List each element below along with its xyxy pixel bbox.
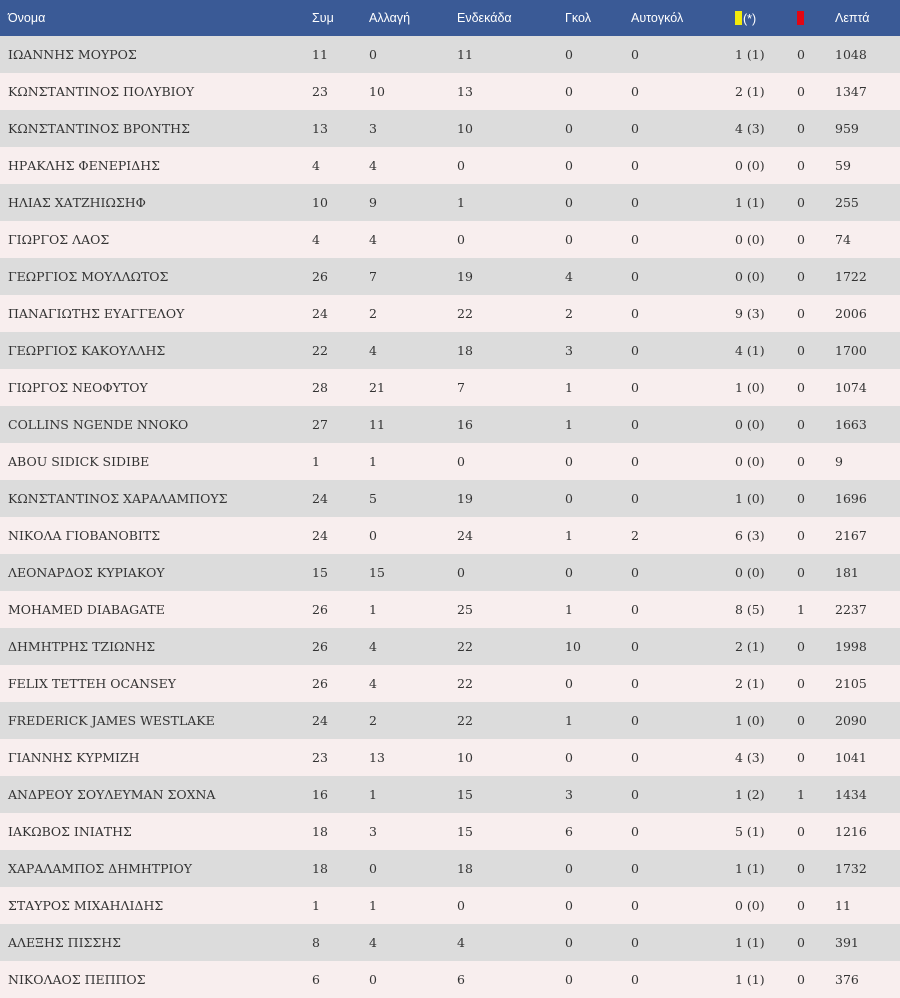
cell-appearances: 8 <box>312 924 369 961</box>
cell-own-goals: 0 <box>631 850 735 887</box>
cell-substitutions: 1 <box>369 776 457 813</box>
header-appearances[interactable]: Συμ <box>312 0 369 36</box>
cell-own-goals: 0 <box>631 258 735 295</box>
cell-name: FELIX TETTEH OCANSEY <box>0 665 312 702</box>
cell-starting: 0 <box>457 221 565 258</box>
cell-starting: 0 <box>457 554 565 591</box>
cell-minutes: 1434 <box>835 776 900 813</box>
cell-name: FREDERICK JAMES WESTLAKE <box>0 702 312 739</box>
cell-minutes: 391 <box>835 924 900 961</box>
cell-red-cards: 0 <box>797 961 835 998</box>
cell-starting: 11 <box>457 36 565 73</box>
cell-own-goals: 0 <box>631 480 735 517</box>
cell-appearances: 6 <box>312 961 369 998</box>
cell-own-goals: 0 <box>631 665 735 702</box>
cell-appearances: 15 <box>312 554 369 591</box>
cell-name: ΝΙΚΟΛΑ ΓΙΟΒΑΝΟΒΙΤΣ <box>0 517 312 554</box>
cell-yellow-cards: 1 (0) <box>735 702 797 739</box>
cell-own-goals: 0 <box>631 110 735 147</box>
cell-yellow-cards: 0 (0) <box>735 147 797 184</box>
cell-starting: 15 <box>457 776 565 813</box>
table-row <box>0 924 900 961</box>
cell-substitutions: 2 <box>369 295 457 332</box>
cell-goals: 0 <box>565 110 631 147</box>
table-row <box>0 517 900 554</box>
cell-starting: 6 <box>457 961 565 998</box>
cell-starting: 24 <box>457 517 565 554</box>
cell-substitutions: 2 <box>369 702 457 739</box>
cell-name: ΓΙΩΡΓΟΣ ΝΕΟΦΥΤΟΥ <box>0 369 312 406</box>
cell-red-cards: 0 <box>797 443 835 480</box>
cell-starting: 15 <box>457 813 565 850</box>
cell-goals: 0 <box>565 480 631 517</box>
cell-goals: 0 <box>565 443 631 480</box>
cell-minutes: 2237 <box>835 591 900 628</box>
cell-substitutions: 0 <box>369 850 457 887</box>
cell-minutes: 1696 <box>835 480 900 517</box>
cell-own-goals: 0 <box>631 628 735 665</box>
cell-substitutions: 4 <box>369 221 457 258</box>
cell-red-cards: 0 <box>797 628 835 665</box>
cell-appearances: 23 <box>312 739 369 776</box>
cell-appearances: 18 <box>312 813 369 850</box>
cell-minutes: 1732 <box>835 850 900 887</box>
cell-starting: 22 <box>457 665 565 702</box>
cell-goals: 1 <box>565 702 631 739</box>
cell-yellow-cards: 2 (1) <box>735 628 797 665</box>
cell-own-goals: 0 <box>631 443 735 480</box>
cell-goals: 4 <box>565 258 631 295</box>
yellow-card-icon <box>735 11 742 25</box>
cell-substitutions: 5 <box>369 480 457 517</box>
header-yellow-suffix: (*) <box>743 11 757 26</box>
cell-substitutions: 4 <box>369 924 457 961</box>
table-row <box>0 665 900 702</box>
cell-starting: 22 <box>457 295 565 332</box>
table-row <box>0 628 900 665</box>
cell-name: ΗΡΑΚΛΗΣ ΦΕΝΕΡΙΔΗΣ <box>0 147 312 184</box>
cell-starting: 16 <box>457 406 565 443</box>
header-goals[interactable]: Γκολ <box>565 0 631 36</box>
cell-own-goals: 0 <box>631 221 735 258</box>
cell-yellow-cards: 1 (1) <box>735 184 797 221</box>
cell-goals: 0 <box>565 147 631 184</box>
cell-name: MOHAMED DIABAGATE <box>0 591 312 628</box>
table-row <box>0 36 900 73</box>
cell-red-cards: 0 <box>797 221 835 258</box>
cell-name: ΓΙΩΡΓΟΣ ΛΑΟΣ <box>0 221 312 258</box>
cell-name: ΚΩΝΣΤΑΝΤΙΝΟΣ ΒΡΟΝΤΗΣ <box>0 110 312 147</box>
cell-starting: 1 <box>457 184 565 221</box>
cell-starting: 25 <box>457 591 565 628</box>
cell-substitutions: 4 <box>369 147 457 184</box>
header-substitutions[interactable]: Αλλαγή <box>369 0 457 36</box>
cell-substitutions: 1 <box>369 591 457 628</box>
cell-red-cards: 0 <box>797 554 835 591</box>
cell-starting: 13 <box>457 73 565 110</box>
cell-goals: 0 <box>565 554 631 591</box>
cell-red-cards: 0 <box>797 184 835 221</box>
cell-goals: 0 <box>565 665 631 702</box>
table-row <box>0 591 900 628</box>
cell-minutes: 59 <box>835 147 900 184</box>
cell-substitutions: 4 <box>369 628 457 665</box>
cell-yellow-cards: 2 (1) <box>735 73 797 110</box>
cell-own-goals: 2 <box>631 517 735 554</box>
cell-appearances: 26 <box>312 258 369 295</box>
cell-appearances: 26 <box>312 628 369 665</box>
cell-name: ΙΩΑΝΝΗΣ ΜΟΥΡΟΣ <box>0 36 312 73</box>
cell-goals: 1 <box>565 406 631 443</box>
cell-yellow-cards: 0 (0) <box>735 406 797 443</box>
cell-goals: 10 <box>565 628 631 665</box>
cell-appearances: 23 <box>312 73 369 110</box>
cell-own-goals: 0 <box>631 147 735 184</box>
cell-starting: 19 <box>457 258 565 295</box>
cell-goals: 0 <box>565 850 631 887</box>
cell-red-cards: 0 <box>797 36 835 73</box>
cell-red-cards: 0 <box>797 850 835 887</box>
cell-minutes: 1041 <box>835 739 900 776</box>
cell-red-cards: 1 <box>797 776 835 813</box>
cell-goals: 0 <box>565 887 631 924</box>
table-row <box>0 887 900 924</box>
cell-appearances: 18 <box>312 850 369 887</box>
cell-starting: 7 <box>457 369 565 406</box>
cell-goals: 0 <box>565 73 631 110</box>
cell-name: ΓΕΩΡΓΙΟΣ ΚΑΚΟΥΛΛΗΣ <box>0 332 312 369</box>
table-row <box>0 73 900 110</box>
cell-substitutions: 0 <box>369 517 457 554</box>
cell-substitutions: 0 <box>369 36 457 73</box>
table-row <box>0 739 900 776</box>
cell-own-goals: 0 <box>631 36 735 73</box>
cell-starting: 0 <box>457 443 565 480</box>
cell-minutes: 959 <box>835 110 900 147</box>
cell-goals: 3 <box>565 332 631 369</box>
cell-appearances: 22 <box>312 332 369 369</box>
table-row <box>0 961 900 998</box>
cell-minutes: 1347 <box>835 73 900 110</box>
cell-own-goals: 0 <box>631 73 735 110</box>
table-row <box>0 184 900 221</box>
cell-appearances: 28 <box>312 369 369 406</box>
cell-appearances: 11 <box>312 36 369 73</box>
cell-starting: 0 <box>457 147 565 184</box>
cell-own-goals: 0 <box>631 406 735 443</box>
cell-minutes: 11 <box>835 887 900 924</box>
cell-goals: 2 <box>565 295 631 332</box>
cell-name: ΚΩΝΣΤΑΝΤΙΝΟΣ ΠΟΛΥΒΙΟΥ <box>0 73 312 110</box>
table-row <box>0 258 900 295</box>
cell-goals: 0 <box>565 184 631 221</box>
cell-yellow-cards: 2 (1) <box>735 665 797 702</box>
red-card-icon <box>797 11 804 25</box>
cell-name: ΚΩΝΣΤΑΝΤΙΝΟΣ ΧΑΡΑΛΑΜΠΟΥΣ <box>0 480 312 517</box>
cell-red-cards: 0 <box>797 73 835 110</box>
cell-appearances: 13 <box>312 110 369 147</box>
table-row <box>0 332 900 369</box>
cell-red-cards: 0 <box>797 406 835 443</box>
cell-own-goals: 0 <box>631 591 735 628</box>
cell-substitutions: 4 <box>369 332 457 369</box>
cell-appearances: 1 <box>312 443 369 480</box>
cell-red-cards: 0 <box>797 480 835 517</box>
header-row <box>0 0 900 36</box>
cell-own-goals: 0 <box>631 295 735 332</box>
cell-own-goals: 0 <box>631 776 735 813</box>
cell-name: ΝΙΚΟΛΑΟΣ ΠΕΠΠΟΣ <box>0 961 312 998</box>
table-row <box>0 850 900 887</box>
cell-red-cards: 1 <box>797 591 835 628</box>
cell-yellow-cards: 1 (1) <box>735 924 797 961</box>
cell-minutes: 376 <box>835 961 900 998</box>
cell-yellow-cards: 5 (1) <box>735 813 797 850</box>
cell-minutes: 1216 <box>835 813 900 850</box>
cell-yellow-cards: 0 (0) <box>735 887 797 924</box>
cell-name: ΑΝΔΡΕΟΥ ΣΟΥΛΕΥΜΑΝ ΣΟΧΝΑ <box>0 776 312 813</box>
cell-minutes: 181 <box>835 554 900 591</box>
cell-minutes: 74 <box>835 221 900 258</box>
cell-yellow-cards: 1 (0) <box>735 480 797 517</box>
cell-yellow-cards: 0 (0) <box>735 258 797 295</box>
table-row <box>0 147 900 184</box>
table-row <box>0 221 900 258</box>
cell-yellow-cards: 8 (5) <box>735 591 797 628</box>
cell-yellow-cards: 1 (2) <box>735 776 797 813</box>
header-starting[interactable]: Ενδεκάδα <box>457 0 565 36</box>
cell-starting: 0 <box>457 887 565 924</box>
cell-minutes: 9 <box>835 443 900 480</box>
cell-goals: 0 <box>565 739 631 776</box>
cell-goals: 0 <box>565 961 631 998</box>
cell-goals: 0 <box>565 36 631 73</box>
cell-yellow-cards: 1 (1) <box>735 850 797 887</box>
cell-minutes: 1048 <box>835 36 900 73</box>
cell-minutes: 2167 <box>835 517 900 554</box>
cell-name: ABOU SIDICK SIDIBE <box>0 443 312 480</box>
cell-own-goals: 0 <box>631 813 735 850</box>
table-row <box>0 295 900 332</box>
table-row <box>0 776 900 813</box>
header-name[interactable]: Όνομα <box>0 0 312 36</box>
cell-name: ΠΑΝΑΓΙΩΤΗΣ ΕΥΑΓΓΕΛΟΥ <box>0 295 312 332</box>
cell-appearances: 1 <box>312 887 369 924</box>
cell-yellow-cards: 0 (0) <box>735 554 797 591</box>
cell-substitutions: 15 <box>369 554 457 591</box>
cell-goals: 1 <box>565 369 631 406</box>
cell-substitutions: 0 <box>369 961 457 998</box>
table-header <box>0 0 900 36</box>
cell-substitutions: 3 <box>369 110 457 147</box>
cell-goals: 1 <box>565 591 631 628</box>
table-row <box>0 406 900 443</box>
cell-name: ΗΛΙΑΣ ΧΑΤΖΗΙΩΣΗΦ <box>0 184 312 221</box>
cell-substitutions: 4 <box>369 665 457 702</box>
cell-own-goals: 0 <box>631 924 735 961</box>
cell-substitutions: 13 <box>369 739 457 776</box>
cell-red-cards: 0 <box>797 739 835 776</box>
cell-substitutions: 11 <box>369 406 457 443</box>
cell-yellow-cards: 4 (3) <box>735 110 797 147</box>
cell-goals: 1 <box>565 517 631 554</box>
cell-yellow-cards: 1 (0) <box>735 369 797 406</box>
cell-name: ΓΕΩΡΓΙΟΣ ΜΟΥΛΛΩΤΟΣ <box>0 258 312 295</box>
cell-appearances: 16 <box>312 776 369 813</box>
cell-starting: 10 <box>457 739 565 776</box>
cell-substitutions: 21 <box>369 369 457 406</box>
cell-appearances: 26 <box>312 665 369 702</box>
cell-appearances: 27 <box>312 406 369 443</box>
cell-name: ΓΙΑΝΝΗΣ ΚΥΡΜΙΖΗ <box>0 739 312 776</box>
cell-minutes: 1722 <box>835 258 900 295</box>
table-row <box>0 110 900 147</box>
cell-substitutions: 1 <box>369 887 457 924</box>
cell-starting: 18 <box>457 332 565 369</box>
cell-goals: 0 <box>565 924 631 961</box>
cell-yellow-cards: 4 (1) <box>735 332 797 369</box>
cell-red-cards: 0 <box>797 887 835 924</box>
cell-own-goals: 0 <box>631 554 735 591</box>
cell-starting: 18 <box>457 850 565 887</box>
cell-red-cards: 0 <box>797 369 835 406</box>
cell-name: ΧΑΡΑΛΑΜΠΟΣ ΔΗΜΗΤΡΙΟΥ <box>0 850 312 887</box>
cell-minutes: 2006 <box>835 295 900 332</box>
table-row <box>0 443 900 480</box>
cell-yellow-cards: 0 (0) <box>735 443 797 480</box>
cell-yellow-cards: 0 (0) <box>735 221 797 258</box>
cell-appearances: 4 <box>312 221 369 258</box>
cell-name: ΔΗΜΗΤΡΗΣ ΤΖΙΩΝΗΣ <box>0 628 312 665</box>
cell-appearances: 24 <box>312 295 369 332</box>
cell-minutes: 255 <box>835 184 900 221</box>
table-row <box>0 813 900 850</box>
cell-red-cards: 0 <box>797 258 835 295</box>
cell-goals: 3 <box>565 776 631 813</box>
cell-own-goals: 0 <box>631 369 735 406</box>
cell-red-cards: 0 <box>797 110 835 147</box>
header-own-goals[interactable]: Αυτογκόλ <box>631 0 735 36</box>
cell-name: ΣΤΑΥΡΟΣ ΜΙΧΑΗΛΙΔΗΣ <box>0 887 312 924</box>
cell-substitutions: 9 <box>369 184 457 221</box>
cell-own-goals: 0 <box>631 887 735 924</box>
cell-name: COLLINS NGENDE NNOKO <box>0 406 312 443</box>
header-minutes[interactable]: Λεπτά <box>835 0 900 36</box>
cell-red-cards: 0 <box>797 924 835 961</box>
cell-appearances: 24 <box>312 480 369 517</box>
cell-minutes: 1998 <box>835 628 900 665</box>
cell-red-cards: 0 <box>797 702 835 739</box>
cell-appearances: 26 <box>312 591 369 628</box>
cell-starting: 10 <box>457 110 565 147</box>
cell-red-cards: 0 <box>797 295 835 332</box>
cell-name: ΛΕΟΝΑΡΔΟΣ ΚΥΡΙΑΚΟΥ <box>0 554 312 591</box>
cell-yellow-cards: 1 (1) <box>735 961 797 998</box>
cell-minutes: 1700 <box>835 332 900 369</box>
cell-starting: 19 <box>457 480 565 517</box>
cell-own-goals: 0 <box>631 961 735 998</box>
cell-yellow-cards: 6 (3) <box>735 517 797 554</box>
cell-appearances: 4 <box>312 147 369 184</box>
cell-goals: 6 <box>565 813 631 850</box>
cell-minutes: 1074 <box>835 369 900 406</box>
cell-appearances: 10 <box>312 184 369 221</box>
cell-starting: 22 <box>457 628 565 665</box>
cell-minutes: 2105 <box>835 665 900 702</box>
cell-yellow-cards: 4 (3) <box>735 739 797 776</box>
cell-own-goals: 0 <box>631 702 735 739</box>
cell-red-cards: 0 <box>797 665 835 702</box>
table-row <box>0 369 900 406</box>
cell-name: ΑΛΕΞΗΣ ΠΙΣΣΗΣ <box>0 924 312 961</box>
cell-minutes: 1663 <box>835 406 900 443</box>
cell-own-goals: 0 <box>631 184 735 221</box>
table-row <box>0 554 900 591</box>
cell-red-cards: 0 <box>797 147 835 184</box>
cell-red-cards: 0 <box>797 813 835 850</box>
cell-own-goals: 0 <box>631 739 735 776</box>
cell-starting: 4 <box>457 924 565 961</box>
cell-appearances: 24 <box>312 517 369 554</box>
table-body <box>0 36 900 998</box>
cell-substitutions: 3 <box>369 813 457 850</box>
cell-substitutions: 7 <box>369 258 457 295</box>
cell-name: ΙΑΚΩΒΟΣ ΙΝΙΑΤΗΣ <box>0 813 312 850</box>
cell-yellow-cards: 9 (3) <box>735 295 797 332</box>
cell-red-cards: 0 <box>797 332 835 369</box>
cell-minutes: 2090 <box>835 702 900 739</box>
table-row <box>0 480 900 517</box>
cell-substitutions: 1 <box>369 443 457 480</box>
table-row <box>0 702 900 739</box>
cell-own-goals: 0 <box>631 332 735 369</box>
header-red-cards[interactable] <box>797 0 835 36</box>
cell-goals: 0 <box>565 221 631 258</box>
cell-appearances: 24 <box>312 702 369 739</box>
cell-substitutions: 10 <box>369 73 457 110</box>
cell-yellow-cards: 1 (1) <box>735 36 797 73</box>
cell-starting: 22 <box>457 702 565 739</box>
cell-red-cards: 0 <box>797 517 835 554</box>
header-yellow-cards[interactable] <box>735 0 797 36</box>
